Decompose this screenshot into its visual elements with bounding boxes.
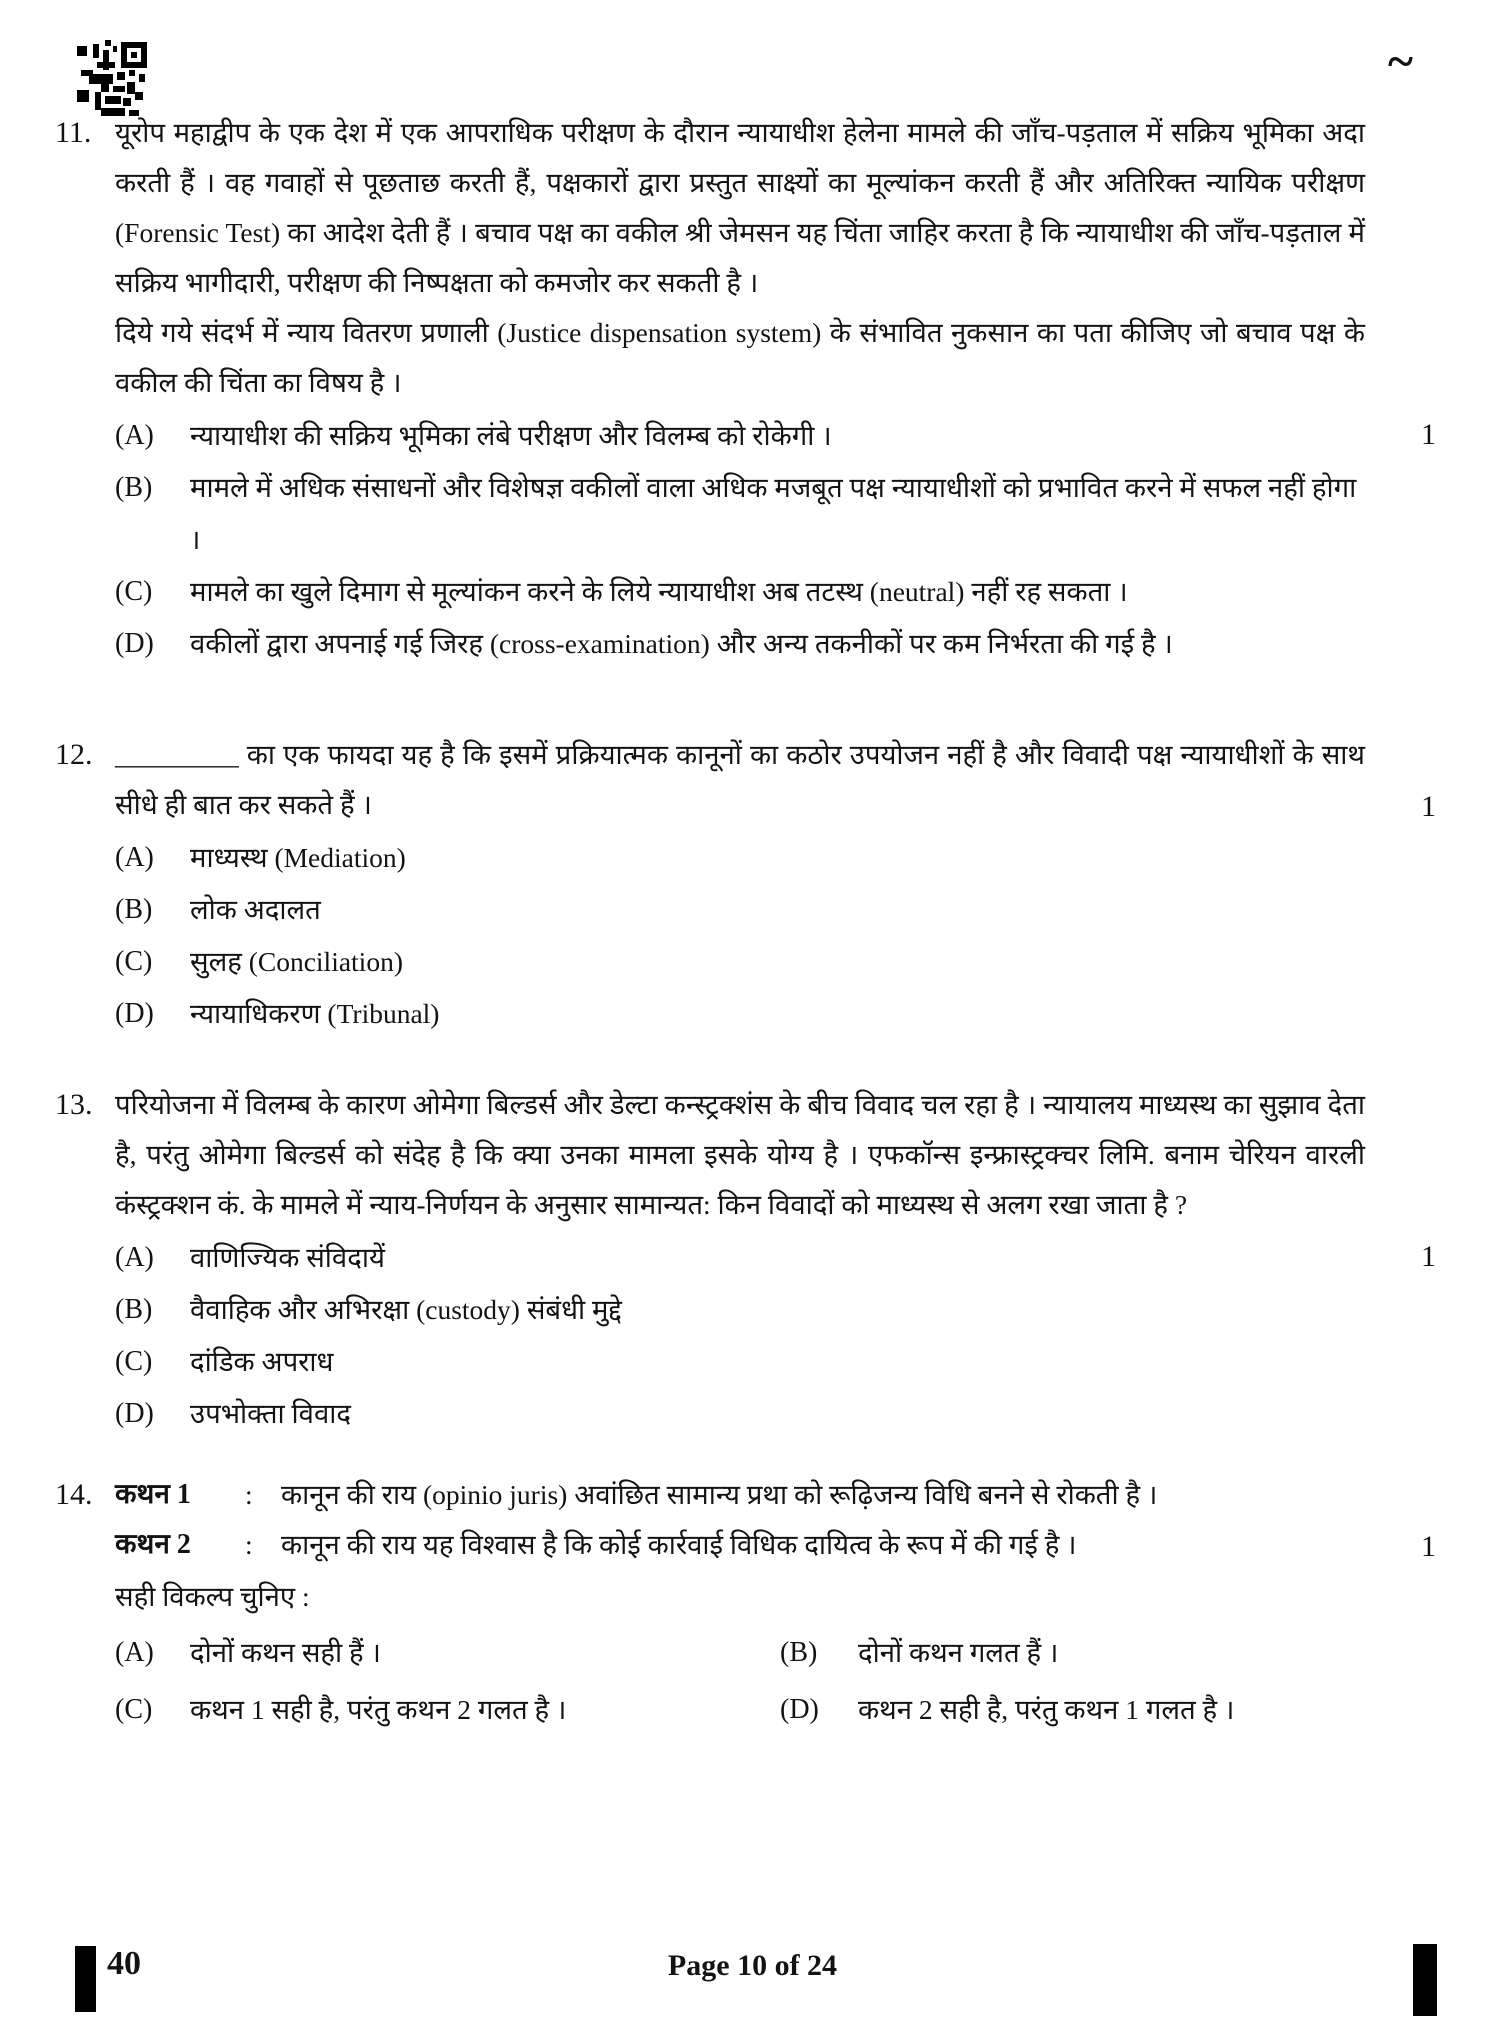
option-label: (D) — [780, 1694, 819, 1725]
question-paragraph: यूरोप महाद्वीप के एक देश में एक आपराधिक परीक्षण के दौरान न्यायाधीश हेलेना मामले की जाँच-पड़ताल में सक्रिय भूमिका अदा करती हैं । वह गवाहों से पूछताछ करती हैं, पक्षकारों द्वारा प्रस्तुत साक्ष्यों का मूल्यांकन करती हैं और अतिरिक्त न्यायिक परीक्षण (Forensic Test) का आदेश देती हैं । बचाव पक्ष का वकील श्री जेमसन यह चिंता जाहिर करता है कि न्यायाधीश की जाँच-पड़ताल में सक्रिय भागीदारी, परीक्षण की निष्पक्षता को कमजोर कर सकती है । — [115, 117, 1365, 298]
statement-row — [115, 1520, 1365, 1570]
statement-text: कानून की राय यह विश्वास है कि कोई कार्रवाई विधिक दायित्व के रूप में की गई है । — [281, 1529, 1077, 1560]
options-grid — [115, 1624, 1365, 1738]
option-row — [115, 1336, 1365, 1388]
statement-text: कानून की राय (opinio juris) अवांछित सामान्य प्रथा को रूढ़िजन्य विधि बनने से रोकती है । — [281, 1479, 1158, 1510]
option-text: वकीलों द्वारा अपनाई गई जिरह (cross-examination) और अन्य तकनीकों पर कम निर्भरता की गई है । — [190, 628, 1173, 659]
question-paragraph: दिये गये संदर्भ में न्याय वितरण प्रणाली (Justice dispensation system) के संभावित नुकसान का पता कीजिए जो बचाव पक्ष के वकील की चिंता का विषय है । — [115, 317, 1365, 398]
options-list — [115, 832, 1365, 1040]
option-text: मामले का खुले दिमाग से मूल्यांकन करने के लिये न्यायाधीश अब तटस्थ (neutral) नहीं रह सकता । — [190, 576, 1128, 607]
option-text: लोक अदालत — [190, 894, 321, 925]
marks-badge: 1 — [1421, 1530, 1436, 1563]
option-row — [115, 410, 1365, 462]
option-text: दोनों कथन गलत हैं । — [858, 1637, 1059, 1668]
marks-badge: 1 — [1421, 1240, 1436, 1273]
paper-code: 40 — [107, 1945, 141, 1982]
option-label: (B) — [780, 1637, 818, 1668]
option-row — [115, 1232, 1365, 1284]
option-text: माध्यस्थ (Mediation) — [190, 842, 406, 873]
question-paragraph: _________ का एक फायदा यह है कि इसमें प्रक्रियात्मक कानूनों का कठोर उपयोजन नहीं है और विवादी पक्ष न्यायाधीशों के साथ सीधे ही बात कर सकते हैं । — [115, 739, 1365, 820]
statement-row — [115, 1470, 1365, 1520]
tilde-mark: ~ — [1388, 35, 1413, 88]
option-row — [115, 832, 1365, 884]
option-row — [115, 884, 1365, 936]
option-label: (B) — [115, 1294, 153, 1325]
option-label: (A) — [115, 842, 154, 873]
statement-colon: : — [245, 1529, 253, 1560]
option-text: दोनों कथन सही हैं । — [190, 1637, 381, 1668]
option-label: (C) — [115, 1346, 153, 1377]
question-12 — [55, 730, 1450, 1040]
option-text: उपभोक्ता विवाद — [190, 1398, 351, 1429]
footer-right-bar — [1413, 1944, 1437, 2016]
question-paragraph: परियोजना में विलम्ब के कारण ओमेगा बिल्डर्स और डेल्टा कन्स्ट्रक्शंस के बीच विवाद चल रहा है । न्यायालय माध्यस्थ का सुझाव देता है, परंतु ओमेगा बिल्डर्स को संदेह है कि क्या उनका मामला इसके योग्य है । एफकॉन्स इन्फ्रास्ट्रक्चर लिमि. बनाम चेरियन वारली कंस्ट्रक्शन कं. के मामले में न्याय-निर्णयन के अनुसार सामान्यत: किन विवादों को माध्यस्थ से अलग रखा जाता है ? — [115, 1089, 1365, 1220]
question-number: 13. — [55, 1088, 93, 1121]
marks-badge: 1 — [1421, 418, 1436, 451]
question-number: 12. — [55, 738, 93, 771]
options-list — [115, 410, 1365, 670]
marks-badge: 1 — [1421, 790, 1436, 823]
option-text: वाणिज्यिक संविदायें — [190, 1242, 385, 1273]
option-label: (B) — [115, 894, 153, 925]
option-label: (C) — [115, 576, 153, 607]
option-text: मामले में अधिक संसाधनों और विशेषज्ञ वकीलों वाला अधिक मजबूत पक्ष न्यायाधीशों को प्रभावित करने में सफल नहीं होगा । — [190, 472, 1357, 555]
choose-option-prompt: सही विकल्प चुनिए : — [115, 1581, 310, 1612]
option-row — [115, 566, 1365, 618]
question-11 — [55, 108, 1450, 670]
option-text: दांडिक अपराध — [190, 1346, 334, 1377]
option-row — [115, 1284, 1365, 1336]
page-number: Page 10 of 24 — [667, 1949, 838, 1982]
questions-area — [55, 108, 1450, 1738]
statement-label: कथन 2 — [115, 1529, 191, 1560]
question-number: 14. — [55, 1478, 93, 1511]
option-text: वैवाहिक और अभिरक्षा (custody) संबंधी मुद्दे — [190, 1294, 622, 1325]
options-list — [115, 1232, 1365, 1440]
option-label: (C) — [115, 946, 153, 977]
question-14 — [55, 1470, 1450, 1738]
option-label: (A) — [115, 420, 154, 451]
option-text: न्यायाधिकरण (Tribunal) — [190, 998, 440, 1029]
option-row — [115, 988, 1365, 1040]
option-text: सुलह (Conciliation) — [190, 946, 403, 977]
option-label: (C) — [115, 1694, 153, 1725]
option-label: (A) — [115, 1242, 154, 1273]
option-text: न्यायाधीश की सक्रिय भूमिका लंबे परीक्षण और विलम्ब को रोकेगी । — [190, 420, 832, 451]
option-label: (B) — [115, 472, 153, 503]
option-label: (D) — [115, 628, 154, 659]
option-text: कथन 2 सही है, परंतु कथन 1 गलत है । — [858, 1694, 1235, 1725]
statement-label: कथन 1 — [115, 1479, 191, 1510]
option-row — [115, 1388, 1365, 1440]
question-number: 11. — [55, 116, 92, 149]
statement-colon: : — [245, 1479, 253, 1510]
option-row — [115, 936, 1365, 988]
option-row — [115, 462, 1365, 566]
option-label: (D) — [115, 1398, 154, 1429]
option-label: (D) — [115, 998, 154, 1029]
question-13 — [55, 1080, 1450, 1440]
option-row — [115, 618, 1365, 670]
option-label: (A) — [115, 1637, 154, 1668]
option-text: कथन 1 सही है, परंतु कथन 2 गलत है । — [190, 1694, 567, 1725]
